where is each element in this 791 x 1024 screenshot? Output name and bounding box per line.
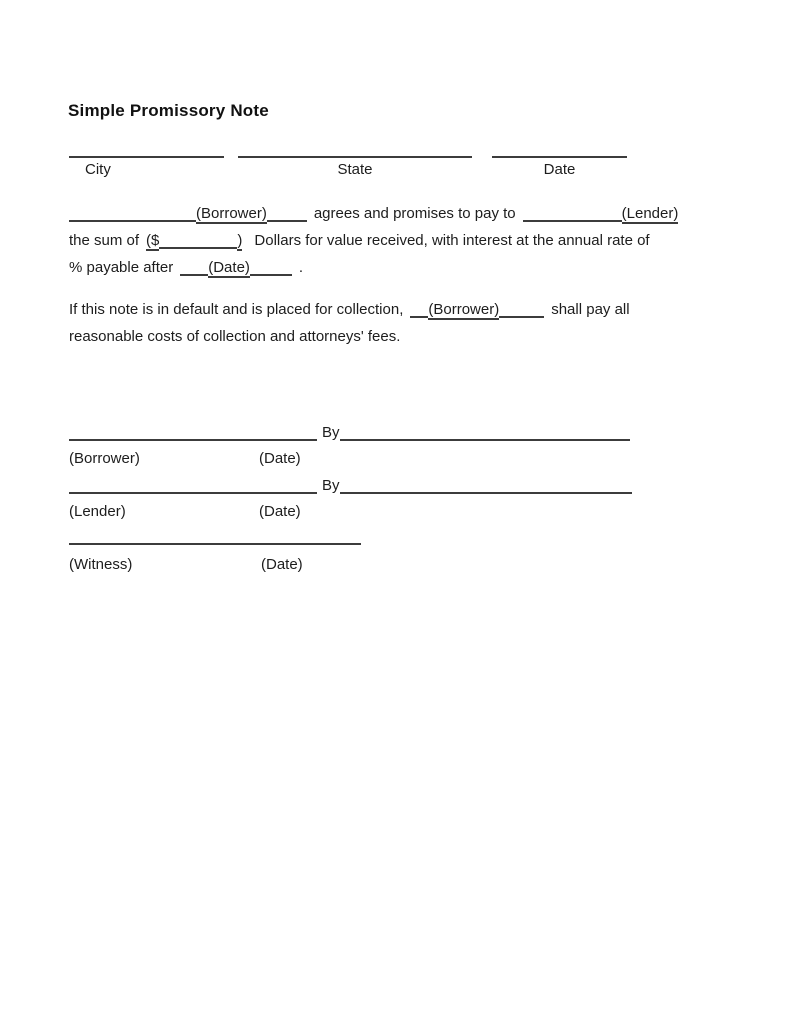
- payable-date-inline-label: (Date): [208, 259, 250, 276]
- default-borrower-blank-lead[interactable]: [410, 302, 428, 318]
- default-clause-line-2: [69, 328, 400, 345]
- default-borrower-inline-label: (Borrower): [428, 301, 500, 318]
- lender-signature-row: [69, 477, 632, 494]
- sum-suffix-text: Dollars for value received, with interest at the annual rate of: [254, 232, 650, 249]
- lender-by-line[interactable]: [340, 478, 632, 494]
- state-label: State: [337, 161, 373, 178]
- date-field: [492, 156, 627, 178]
- sentence-period: .: [298, 259, 304, 276]
- lender-date-label: (Date): [259, 503, 301, 520]
- default-line2-text: reasonable costs of collection and attorneys' fees.: [69, 328, 401, 345]
- city-blank-line[interactable]: [69, 156, 224, 158]
- borrower-inline-label: (Borrower): [196, 205, 267, 222]
- borrower-by-line[interactable]: [340, 425, 630, 441]
- state-blank-line[interactable]: [238, 156, 472, 158]
- payable-date-blank-lead[interactable]: [180, 260, 208, 276]
- witness-date-label: (Date): [261, 556, 303, 573]
- city-label: City: [85, 161, 111, 178]
- terms-line-1: [69, 205, 678, 222]
- amount-open-paren: ($: [146, 232, 160, 249]
- lender-inline-label: (Lender): [621, 205, 679, 222]
- default-prefix-text: If this note is in default and is placed for collection,: [69, 301, 404, 318]
- lender-name-blank[interactable]: [523, 206, 622, 222]
- rate-prefix-text: % payable after: [69, 259, 174, 276]
- witness-role-label: (Witness): [69, 556, 133, 573]
- payable-date-blank-tail[interactable]: [250, 260, 292, 276]
- borrower-by-label: By: [322, 424, 340, 441]
- amount-close-paren: ): [237, 232, 243, 249]
- terms-line-2: [69, 232, 650, 249]
- default-borrower-blank-tail[interactable]: [499, 302, 544, 318]
- amount-blank[interactable]: [159, 233, 237, 249]
- default-suffix-text: shall pay all: [551, 301, 630, 318]
- lender-role-label: (Lender): [69, 503, 126, 520]
- lender-by-label: By: [322, 477, 340, 494]
- page-title: Simple Promissory Note: [68, 101, 269, 120]
- date-blank-line[interactable]: [492, 156, 627, 158]
- terms-line-3: [69, 259, 303, 276]
- borrower-role-label: (Borrower): [69, 450, 140, 467]
- witness-signature-line[interactable]: [69, 543, 361, 545]
- borrower-name-blank-tail[interactable]: [267, 206, 307, 222]
- sum-prefix-text: the sum of: [69, 232, 140, 249]
- borrower-date-label: (Date): [259, 450, 301, 467]
- city-field: [69, 156, 224, 178]
- state-field: [238, 156, 472, 178]
- borrower-signature-row: [69, 424, 630, 441]
- agrees-text: agrees and promises to pay to: [313, 205, 516, 222]
- default-clause-line-1: [69, 301, 630, 318]
- borrower-name-blank[interactable]: [69, 206, 196, 222]
- lender-signature-line[interactable]: [69, 478, 317, 494]
- borrower-signature-line[interactable]: [69, 425, 317, 441]
- date-label: Date: [543, 161, 576, 178]
